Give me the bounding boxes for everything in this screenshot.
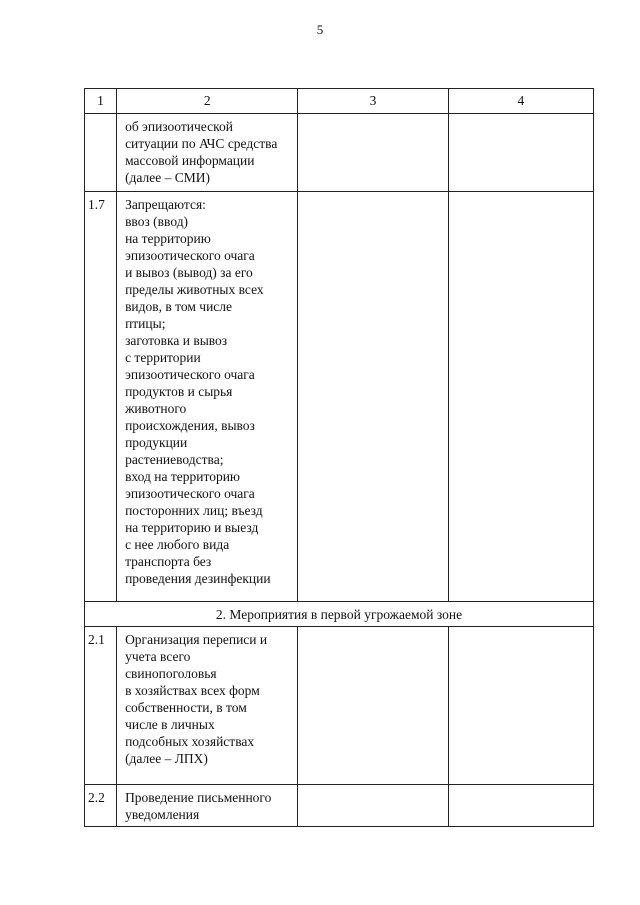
col4-cell xyxy=(448,114,593,192)
table-header-row xyxy=(85,89,594,114)
description-line: продуктов и сырья xyxy=(125,384,233,399)
item-number: 1.7 xyxy=(85,192,117,602)
header-col-2: 2 xyxy=(117,89,298,114)
description-line: животного xyxy=(125,401,187,416)
description-line: Организация переписи и xyxy=(125,632,268,647)
description-line: видов, в том числе xyxy=(125,299,233,314)
description-line: свинопоголовья xyxy=(125,666,217,681)
item-number: 2.1 xyxy=(85,627,117,785)
description-line: растениеводства; xyxy=(125,452,224,467)
description-line: происхождения, вывоз xyxy=(125,418,255,433)
item-description xyxy=(117,114,298,192)
description-line: эпизоотического очага xyxy=(125,486,255,501)
col3-cell xyxy=(298,192,448,602)
description-line: заготовка и вывоз xyxy=(125,333,228,348)
description-line: Проведение письменного xyxy=(125,790,272,805)
item-number xyxy=(85,114,117,192)
item-number: 2.2 xyxy=(85,785,117,827)
col4-cell xyxy=(448,192,593,602)
table-body-bottom xyxy=(85,627,594,827)
item-description xyxy=(117,627,298,785)
measures-table xyxy=(84,88,594,827)
description-line: с территории xyxy=(125,350,201,365)
description-line: птицы; xyxy=(125,316,166,331)
description-line: учета всего xyxy=(125,649,191,664)
description-line: на территорию и выезд xyxy=(125,520,259,535)
header-col-1: 1 xyxy=(85,89,117,114)
header-col-3: 3 xyxy=(298,89,448,114)
section-row xyxy=(85,602,594,627)
table-row xyxy=(85,192,594,602)
description-line: об эпизоотической xyxy=(125,119,233,134)
header-col-4: 4 xyxy=(448,89,593,114)
description-line: в хозяйствах всех форм xyxy=(125,683,260,698)
description-line: проведения дезинфекции xyxy=(125,571,271,586)
col3-cell xyxy=(298,114,448,192)
table-body-top xyxy=(85,114,594,602)
page-number: 5 xyxy=(316,22,324,37)
table-row xyxy=(85,627,594,785)
description-line: ситуации по АЧС средства xyxy=(125,136,278,151)
table-row xyxy=(85,785,594,827)
description-line: ввоз (ввод) xyxy=(125,214,189,229)
description-line: числе в личных xyxy=(125,717,215,732)
description-line: посторонних лиц; въезд xyxy=(125,503,263,518)
item-description xyxy=(117,192,298,602)
col4-cell xyxy=(448,785,593,827)
description-line: (далее – СМИ) xyxy=(125,170,211,185)
description-line: уведомления xyxy=(125,807,200,822)
description-line: эпизоотического очага xyxy=(125,248,255,263)
item-description xyxy=(117,785,298,827)
description-line: вход на территорию xyxy=(125,469,241,484)
description-line: массовой информации xyxy=(125,153,255,168)
description-line: транспорта без xyxy=(125,554,212,569)
col3-cell xyxy=(298,785,448,827)
section-title: 2. Мероприятия в первой угрожаемой зоне xyxy=(85,602,594,627)
description-line: эпизоотического очага xyxy=(125,367,255,382)
description-line: собственности, в том xyxy=(125,700,247,715)
description-line: продукции xyxy=(125,435,188,450)
description-line: Запрещаются: xyxy=(125,197,206,212)
description-line: с нее любого вида xyxy=(125,537,230,552)
col4-cell xyxy=(448,627,593,785)
description-line: подсобных хозяйствах xyxy=(125,734,255,749)
table-row xyxy=(85,114,594,192)
description-line: и вывоз (вывод) за его xyxy=(125,265,253,280)
col3-cell xyxy=(298,627,448,785)
description-line: (далее – ЛПХ) xyxy=(125,751,208,766)
description-line: пределы животных всех xyxy=(125,282,264,297)
description-line: на территорию xyxy=(125,231,211,246)
